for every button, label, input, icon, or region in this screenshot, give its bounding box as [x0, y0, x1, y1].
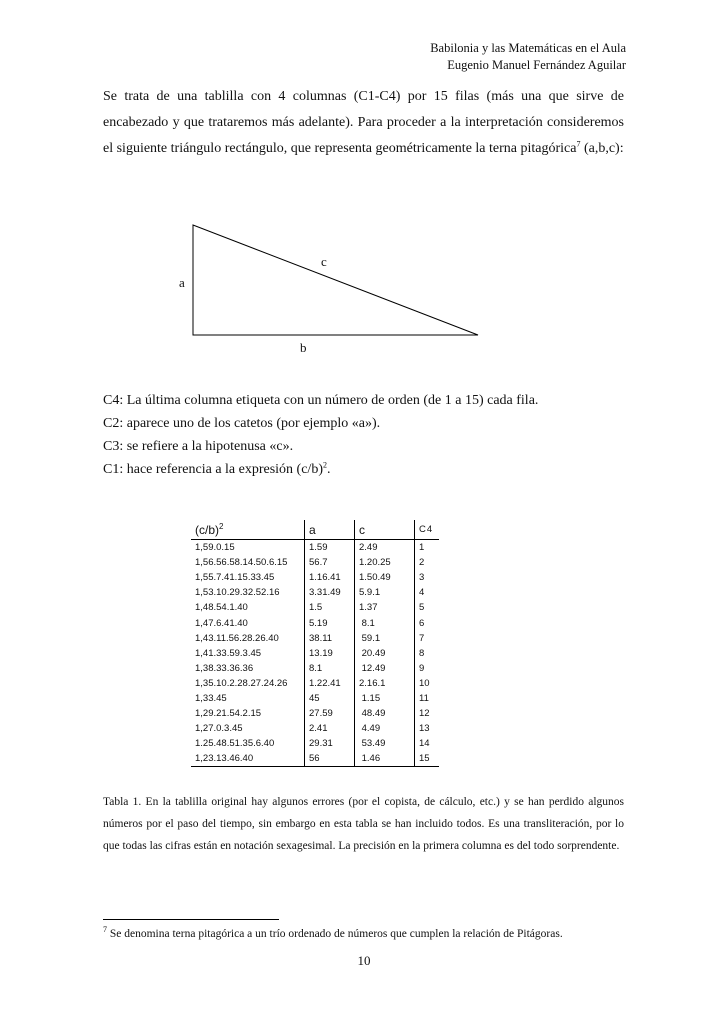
table-row: [191, 676, 439, 691]
intro-text: [103, 84, 624, 162]
footnote-number: 7: [103, 925, 107, 935]
table-cell: 59.1: [355, 631, 415, 646]
table-cell: 3: [419, 572, 425, 584]
header-c1: $(c/b)^2$: [191, 520, 305, 540]
triangle-diagram: [0, 205, 728, 375]
table-cell: 1,35.10.2.28.27.24.26: [191, 676, 305, 691]
table-row: [191, 570, 439, 585]
table-cell: 38.11: [305, 631, 355, 646]
table-cell: 1.5: [305, 600, 355, 615]
definition-c2: C2: aparece uno de los catetos (por ejemplo «a»).: [103, 416, 381, 431]
table-body: [191, 540, 439, 767]
table-cell: 1.15: [355, 691, 415, 706]
intro-paragraph: [103, 84, 624, 162]
table-cell: 1.25.48.51.35.6.40: [191, 736, 305, 751]
table-cell: 5: [419, 602, 425, 614]
table-row: [191, 721, 439, 736]
intro-text-main: Se trata de una tablilla con 4 columnas (C1-C4) por 15 filas (más una que sirve de encabezado y que trataremos más adelante). Para proceder a la interpretación consideremos el siguiente triángulo rectángulo, que representa geométricamente la terna pitagórica: [103, 89, 624, 156]
table-cell: 1.46: [355, 751, 415, 767]
table-row: [191, 706, 439, 721]
table-cell: 1,29.21.54.2.15: [191, 706, 305, 721]
table-row: [191, 646, 439, 661]
definition-c4: C4: La última columna etiqueta con un número de orden (de 1 a 15) cada fila.: [103, 393, 539, 408]
definition-c1-period: .: [327, 462, 331, 477]
table-cell: 1,38.33.36.36: [191, 661, 305, 676]
triangle-shape: [193, 225, 478, 335]
table-cell: 56: [305, 751, 355, 767]
table-cell: 5.19: [305, 615, 355, 630]
right-triangle-figure: [0, 205, 728, 375]
triangle-label-a: a: [179, 275, 185, 290]
table-row: [191, 540, 439, 556]
table-cell: 1,59.0.15: [191, 540, 305, 556]
footnote-reference[interactable]: 7: [576, 139, 581, 149]
table-row: [191, 631, 439, 646]
header-c4: C4: [415, 520, 440, 540]
table-cell: 4: [419, 587, 425, 599]
table-cell: 1,56.56.58.14.50.6.15: [191, 555, 305, 570]
table-cell: 1: [419, 542, 425, 554]
definition-c3: C3: se refiere a la hipotenusa «c».: [103, 439, 294, 454]
page-number: 10: [357, 953, 371, 968]
footnote-separator: [103, 919, 279, 920]
table-cell: 12: [419, 708, 430, 720]
table-cell: 56.7: [305, 555, 355, 570]
table-cell: 1.16.41: [305, 570, 355, 585]
table-cell: 1,41.33.59.3.45: [191, 646, 305, 661]
header-title: Babilonia y las Matemáticas en el Aula: [430, 41, 626, 55]
table-row: [191, 736, 439, 751]
table-cell: 29.31: [305, 736, 355, 751]
table-cell: 6: [419, 617, 425, 629]
table-cell: 1,48.54.1.40: [191, 600, 305, 615]
footnote-text: Se denomina terna pitagórica a un trío ordenado de números que cumplen la relación de Pitágoras.: [107, 928, 563, 940]
table-cell: 7: [419, 632, 425, 644]
table-cell: 1.20.25: [355, 555, 415, 570]
table-cell: 1,23.13.46.40: [191, 751, 305, 767]
table-row: [191, 585, 439, 600]
table-cell: 1,53.10.29.32.52.16: [191, 585, 305, 600]
intro-text-tail: (a,b,c):: [580, 141, 624, 156]
table-cell: 1.22.41: [305, 676, 355, 691]
footnote: [103, 925, 563, 940]
table-cell: 1.50.49: [355, 570, 415, 585]
table-row: [191, 751, 439, 767]
table-cell: 1,27.0.3.45: [191, 721, 305, 736]
triangle-label-b: b: [300, 340, 307, 355]
table-cell: 2.49: [355, 540, 415, 556]
table-cell: 53.49: [355, 736, 415, 751]
table-row: [191, 615, 439, 630]
table-cell: 2: [419, 557, 425, 569]
table-cell: 3.31.49: [305, 585, 355, 600]
table-caption: [103, 791, 624, 857]
table-cell: 13: [419, 723, 430, 735]
table-cell: 1,47.6.41.40: [191, 615, 305, 630]
definition-c1: [103, 458, 538, 481]
table-cell: 10: [419, 677, 430, 689]
table-row: [191, 661, 439, 676]
running-header: [430, 40, 626, 74]
table-cell: 1,43.11.56.28.26.40: [191, 631, 305, 646]
table-cell: 1.59: [305, 540, 355, 556]
column-definitions: [103, 389, 538, 481]
table-cell: 45: [305, 691, 355, 706]
table-cell: 20.49: [355, 646, 415, 661]
table-cell: 4.49: [355, 721, 415, 736]
table-cell: 1,33.45: [191, 691, 305, 706]
header-c: c: [355, 520, 415, 540]
table-cell: 1,55.7.41.15.33.45: [191, 570, 305, 585]
table-cell: 5.9.1: [355, 585, 415, 600]
table-row: [191, 600, 439, 615]
definition-c1-text: C1: hace referencia a la expresión (c/b): [103, 462, 323, 477]
table-cell: 27.59: [305, 706, 355, 721]
table-cell: 11: [419, 692, 429, 704]
table-cell: 15: [415, 751, 440, 767]
table-cell: 8.1: [305, 661, 355, 676]
table-cell: 8.1: [355, 615, 415, 630]
table-cell: 2.16.1: [355, 676, 415, 691]
table-cell: 1.37: [355, 600, 415, 615]
table-row: [191, 555, 439, 570]
table-cell: 48.49: [355, 706, 415, 721]
table-cell: 14: [419, 738, 430, 750]
header-c1-exponent: 2: [219, 521, 224, 531]
header-author: Eugenio Manuel Fernández Aguilar: [447, 58, 626, 72]
header-a: a: [305, 520, 355, 540]
plimpton-table: [191, 520, 439, 767]
table-cell: 12.49: [355, 661, 415, 676]
definition-c1-exponent: 2: [323, 460, 327, 470]
table-cell: 2.41: [305, 721, 355, 736]
table-row: [191, 691, 439, 706]
table-header-row: [191, 520, 439, 540]
table-cell: 13.19: [305, 646, 355, 661]
triangle-label-c: c: [321, 254, 327, 269]
caption-text: Tabla 1. En la tablilla original hay algunos errores (por el copista, de cálculo, etc.) y se han perdido algunos números por el paso del tiempo, sin embargo en esta tabla se han incluido todos. Es una transliteración, por lo que todas las cifras están en notación sexagesimal. La precisión en la primera columna es del todo sorprendente.: [103, 796, 624, 852]
table-cell: 9: [419, 662, 425, 674]
table-cell: 8: [419, 647, 425, 659]
